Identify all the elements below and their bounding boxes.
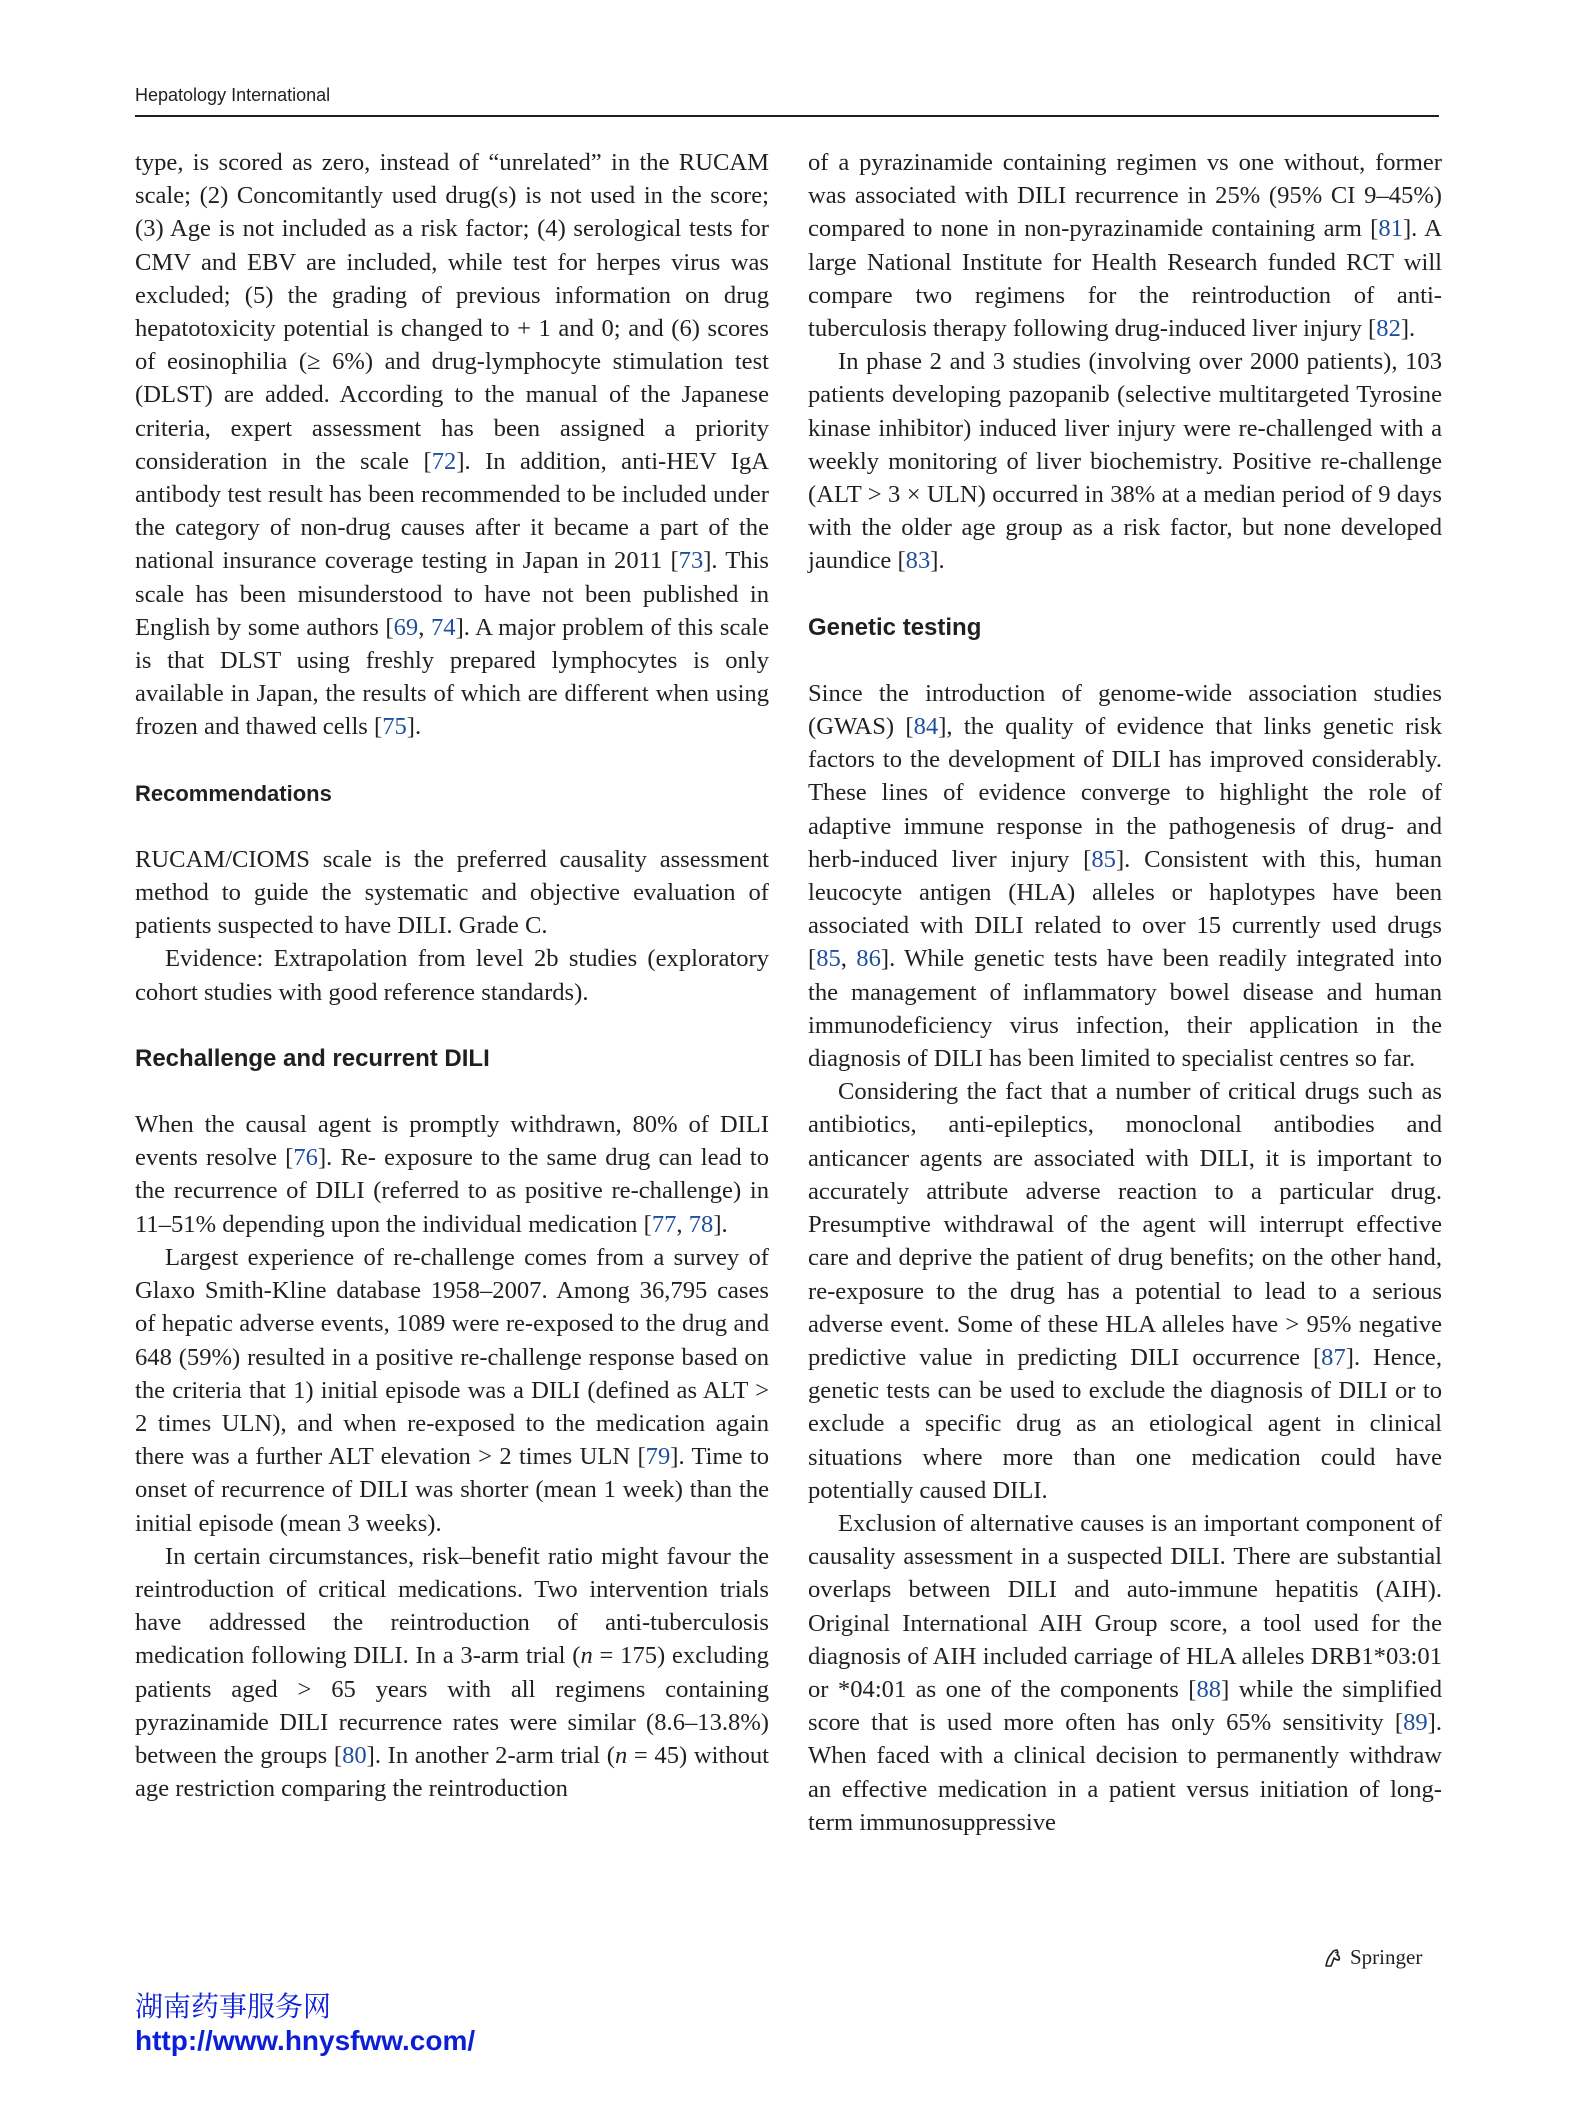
reference-link[interactable]: 84 bbox=[913, 713, 939, 741]
reference-link[interactable]: 88 bbox=[1196, 1675, 1222, 1703]
text-run: = 45) without age restriction comparing the reintroduction bbox=[135, 1741, 769, 1803]
text-run: ]. Consistent with this, human leucocyte antigen (HLA) alleles or haplotypes have been associated with DILI related to over 15 currently used drugs [ bbox=[808, 845, 1442, 973]
text-run: ]. In addition, anti-HEV IgA antibody test result has been recommended to be included under the category of non-drug causes after it became a part of the national insurance coverage testing in Japan in 2011 [ bbox=[135, 447, 769, 575]
reference-link[interactable]: 75 bbox=[382, 713, 407, 741]
watermark-url[interactable]: http://www.hnysfww.com/ bbox=[135, 2025, 476, 2056]
text-run: = 175) excluding patients aged > 65 years with all regimens containing pyrazinamide DILI recurrence rates were similar (8.6–13.8%) between the groups [ bbox=[135, 1642, 769, 1769]
springer-horse-icon bbox=[1322, 1947, 1344, 1969]
text-run: In phase 2 and 3 studies (involving over 2000 patients), 103 patients developing pazopanib (selective multitargeted Tyrosine kinase inhibitor) induced liver injury were re-challenged with a weekly monitoring of liver biochemistry. Positive re-challenge (ALT > 3 × ULN) occurred in 38% at a median period of 9 days with the older age group as a risk factor, but none developed jaundice [ bbox=[808, 348, 1442, 575]
text-run: , bbox=[840, 945, 857, 973]
reference-link[interactable]: 89 bbox=[1403, 1709, 1428, 1737]
right-column bbox=[808, 146, 1442, 1839]
left-paragraph-5 bbox=[135, 1241, 769, 1540]
text-run: ]. In another 2-arm trial ( bbox=[366, 1741, 615, 1769]
heading-recommendations: Recommendations bbox=[135, 780, 332, 806]
text-run: , bbox=[676, 1210, 689, 1238]
text-run: In certain circumstances, risk–benefit ratio might favour the reintroduction of critical medications. Two intervention trials have addressed the reintroduction of anti-tuberculosis medication following DILI. In a 3-arm trial ( bbox=[135, 1542, 769, 1670]
left-paragraph-4 bbox=[135, 1108, 769, 1241]
reference-link[interactable]: 69 bbox=[393, 613, 419, 641]
text-run: Largest experience of re-challenge comes from a survey of Glaxo Smith-Kline database 1958–2007. Among 36,795 cases of hepatic adverse events, 1089 were re-exposed to the drug and 648 (59%) resulted in a positive re-challenge response based on the criteria that 1) initial episode was a DILI (defined as ALT > 2 times ULN), and when re-exposed to the medication again there was a further ALT elevation > 2 times ULN [ bbox=[135, 1243, 769, 1471]
text-run: ]. Time to onset of recurrence of DILI was shorter (mean 1 week) than the initial episode (mean 3 weeks). bbox=[135, 1443, 770, 1537]
text-run: ]. Re- exposure to the same drug can lead to the recurrence of DILI (referred to as positive re-challenge) in 11–51% depending upon the individual medication [ bbox=[135, 1144, 769, 1238]
reference-link[interactable]: 86 bbox=[856, 945, 881, 973]
text-run: ]. A large National Institute for Health Research funded RCT will compare two regimens for the reintroduction of anti-tuberculosis therapy following drug-induced liver injury [ bbox=[808, 215, 1442, 343]
text-run: When the causal agent is promptly withdrawn, 80% of DILI events resolve [ bbox=[135, 1111, 769, 1172]
reference-link[interactable]: 76 bbox=[293, 1144, 318, 1172]
reference-link[interactable]: 72 bbox=[431, 447, 457, 475]
text-run: Considering the fact that a number of critical drugs such as antibiotics, anti-epileptics, monoclonal antibodies and anticancer agents are associated with DILI, it is important to accurately attribute adverse reaction to a particular drug. Presumptive withdrawal of the agent will interrupt effective care and deprive the patient of drug benefits; on the other hand, re-exposure to the drug has a potential to lead to a serious adverse event. Some of these HLA alleles have > 95% negative predictive value in predicting DILI occurrence [ bbox=[808, 1078, 1442, 1371]
left-column bbox=[135, 146, 769, 1805]
reference-link[interactable]: 73 bbox=[678, 547, 704, 575]
reference-link[interactable]: 81 bbox=[1378, 215, 1403, 243]
text-run: ]. While genetic tests have been readily integrated into the management of inflammatory bowel disease and human immunodeficiency virus infection, their application in the diagnosis of DILI has been limited to specialist centres so far. bbox=[808, 945, 1442, 1073]
text-run: ]. bbox=[713, 1210, 728, 1238]
reference-link[interactable]: 85 bbox=[1091, 845, 1116, 873]
text-run: ] while the simplified score that is used more often has only 65% sensitivity [ bbox=[808, 1675, 1442, 1737]
right-paragraph-4 bbox=[808, 1075, 1442, 1507]
text-run: ]. This scale has been misunderstood to have not been published in English by some authors [ bbox=[135, 547, 769, 641]
header-rule bbox=[135, 115, 1439, 117]
heading-genetic-testing: Genetic testing bbox=[808, 613, 982, 641]
reference-link[interactable]: 82 bbox=[1376, 315, 1401, 343]
italic-variable: n bbox=[580, 1642, 593, 1670]
text-run: ]. bbox=[930, 547, 945, 575]
reference-link[interactable]: 83 bbox=[905, 547, 931, 575]
text-run: Since the introduction of genome-wide association studies (GWAS) [ bbox=[808, 679, 1442, 741]
text-run: Exclusion of alternative causes is an important component of causality assessment in a suspected DILI. There are substantial overlaps between DILI and auto-immune hepatitis (AIH). Original International AIH Group score, a tool used for the diagnosis of AIH included carriage of HLA alleles DRB1*03:01 or *04:01 as one of the components [ bbox=[808, 1509, 1442, 1703]
left-paragraph-3 bbox=[135, 942, 769, 1008]
text-run: ]. A major problem of this scale is that DLST using freshly prepared lymphocytes is only available in Japan, the results of which are different when using frozen and thawed cells [ bbox=[135, 613, 770, 741]
text-run: ]. bbox=[1400, 315, 1416, 343]
right-paragraph-3 bbox=[808, 677, 1442, 1075]
publisher-name: Springer bbox=[1350, 1945, 1423, 1969]
text-run: , bbox=[418, 613, 431, 641]
text-run: of a pyrazinamide containing regimen vs one without, former was associated with DILI recurrence in 25% (95% CI 9–45%) compared to none in non-pyrazinamide containing arm [ bbox=[808, 149, 1442, 243]
reference-link[interactable]: 87 bbox=[1321, 1343, 1346, 1371]
publisher-logo bbox=[1322, 1945, 1422, 1970]
text-run: Evidence: Extrapolation from level 2b studies (exploratory cohort studies with good reference standards). bbox=[135, 945, 769, 1006]
text-run: ]. Hence, genetic tests can be used to exclude the diagnosis of DILI or to exclude a specific drug as an etiological agent in clinical situations where more than one medication could have potentially caused DILI. bbox=[808, 1343, 1442, 1504]
right-paragraph-5 bbox=[808, 1507, 1442, 1839]
reference-link[interactable]: 85 bbox=[816, 945, 841, 973]
text-run: type, is scored as zero, instead of “unrelated” in the RUCAM scale; (2) Concomitantly used drug(s) is not used in the score; (3) Age is not included as a risk factor; (4) serological tests for CMV and EBV are included, while test for herpes virus was excluded; (5) the grading of previous information on drug hepatotoxicity potential is changed to + 1 and 0; and (6) scores of eosinophilia (≥ 6%) and drug-lymphocyte stimulation test (DLST) are added. According to the manual of the Japanese criteria, expert assessment has been assigned a priority consideration in the scale [ bbox=[135, 149, 769, 475]
left-paragraph-6 bbox=[135, 1540, 769, 1806]
reference-link[interactable]: 77 bbox=[651, 1210, 677, 1238]
right-paragraph-2 bbox=[808, 345, 1442, 577]
text-run: ]. bbox=[406, 713, 422, 741]
right-paragraph-1 bbox=[808, 146, 1442, 345]
heading-rechallenge: Rechallenge and recurrent DILI bbox=[135, 1044, 490, 1072]
italic-variable: n bbox=[614, 1741, 628, 1769]
reference-link[interactable]: 79 bbox=[645, 1443, 671, 1471]
reference-link[interactable]: 78 bbox=[688, 1210, 714, 1238]
watermark bbox=[135, 1990, 475, 2058]
text-run: ], the quality of evidence that links genetic risk factors to the development of DILI has improved considerably. These lines of evidence converge to highlight the role of adaptive immune response in the pathogenesis of drug- and herb-induced liver injury [ bbox=[808, 713, 1443, 873]
watermark-site-name: 湖南药事服务网 bbox=[135, 1990, 332, 2023]
left-paragraph-2 bbox=[135, 843, 769, 943]
left-paragraph-1 bbox=[135, 146, 769, 744]
reference-link[interactable]: 74 bbox=[430, 613, 456, 641]
running-head-journal: Hepatology International bbox=[135, 85, 331, 105]
text-run: ]. When faced with a clinical decision to permanently withdraw an effective medication in a patient versus initiation of long-term immunosuppressive bbox=[808, 1709, 1442, 1836]
reference-link[interactable]: 80 bbox=[342, 1741, 367, 1769]
text-run: RUCAM/CIOMS scale is the preferred causality assessment method to guide the systematic and objective evaluation of patients suspected to have DILI. Grade C. bbox=[135, 845, 769, 940]
